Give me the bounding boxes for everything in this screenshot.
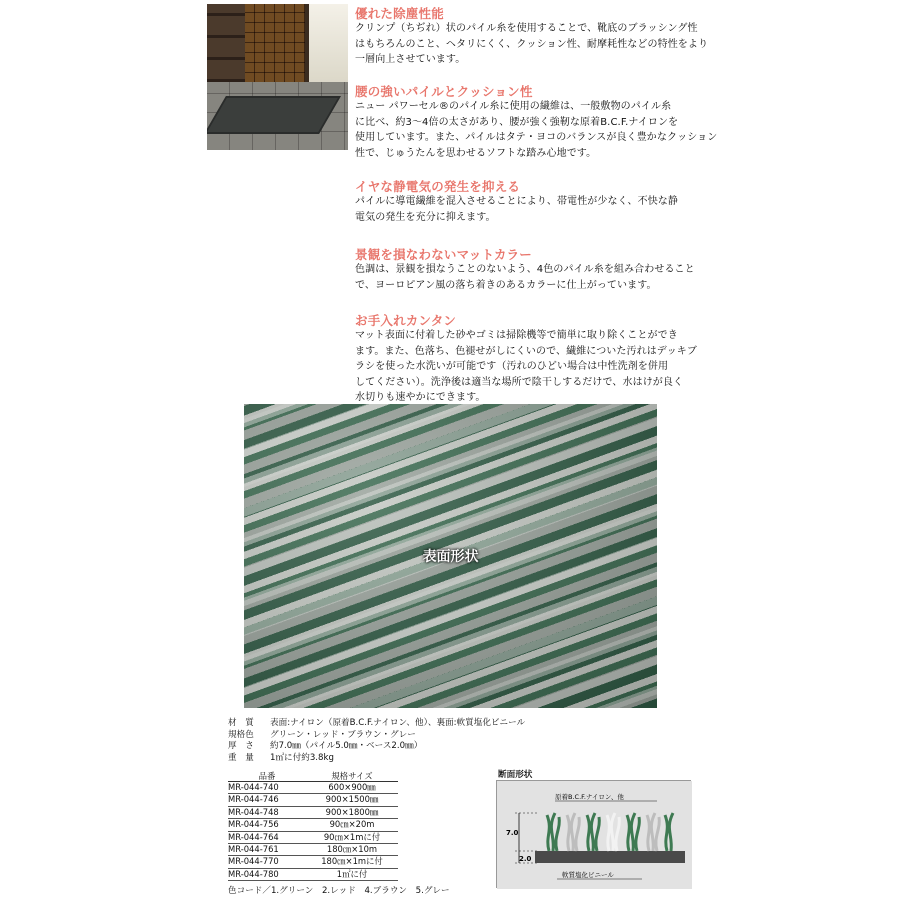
table-row	[228, 782, 398, 794]
section-title: 断面形状	[498, 770, 533, 780]
feature-line: マット表面に付着した砂やゴミは掃除機等で簡単に取り除くことができ	[355, 330, 678, 341]
product-size: 90㎝×20m	[306, 819, 398, 831]
vinyl-base-shape	[535, 851, 685, 863]
product-table	[228, 771, 398, 881]
product-code: MR-044-740	[228, 782, 306, 794]
nylon-label: 原着B.C.F.ナイロン、他	[555, 793, 624, 801]
surface-texture-photo	[244, 404, 657, 708]
product-code: MR-044-770	[228, 856, 306, 868]
feature-maintenance	[355, 313, 895, 406]
column-header-code: 品番	[228, 771, 306, 782]
product-size: 90㎝×1mに付	[306, 831, 398, 843]
spec-value: 1㎡に付約3.8kg	[270, 752, 334, 763]
product-size: 900×1500㎜	[306, 794, 398, 806]
spec-list	[228, 718, 628, 764]
feature-line: クリンプ（ちぢれ）状のパイル糸を使用することで、靴底のブラッシング性	[355, 23, 698, 34]
feature-title: 景観を損なわないマットカラー	[355, 247, 532, 262]
spec-key: 材 質	[228, 718, 254, 728]
table-header-row	[228, 771, 398, 782]
feature-line: パイルに導電繊維を混入させることにより、帯電性が少なく、不快な静	[355, 196, 678, 207]
product-code: MR-044-761	[228, 844, 306, 856]
cross-section-svg	[497, 781, 692, 889]
feature-line: ラシを使った水洗いが可能です（汚れのひどい場合は中性洗剤を併用	[355, 361, 669, 372]
spec-key: 厚 さ	[228, 741, 254, 751]
product-code: MR-044-748	[228, 806, 306, 818]
feature-line: ニュー パワーセル®のパイル糸に使用の繊維は、一般敷物のパイル糸	[355, 101, 672, 112]
spec-value: グリーン・レッド・ブラウン・グレー	[270, 729, 416, 740]
product-size: 180㎝×1mに付	[306, 856, 398, 868]
table-row	[228, 844, 398, 856]
product-code: MR-044-746	[228, 794, 306, 806]
spec-material	[228, 718, 628, 730]
spec-key: 規格色	[228, 729, 254, 740]
cross-section-diagram	[496, 780, 691, 888]
feature-line: 使用しています。また、パイルはタテ・ヨコのバランスが良く豊かなクッション	[355, 132, 718, 143]
product-code: MR-044-764	[228, 831, 306, 843]
feature-title: 腰の強いパイルとクッション性	[355, 84, 533, 99]
product-code: MR-044-780	[228, 868, 306, 880]
feature-line: はもちろんのこと、ヘタリにくく、クッション性、耐摩耗性などの特性をより	[355, 38, 709, 50]
feature-color	[355, 247, 895, 293]
feature-line: 性で、じゅうたんを思わせるソフトな踏み心地です。	[355, 147, 597, 159]
table-row	[228, 856, 398, 868]
product-size: 900×1800㎜	[306, 806, 398, 818]
feature-title: イヤな静電気の発生を抑える	[355, 179, 521, 194]
product-size: 1㎡に付	[306, 868, 398, 880]
feature-line: で、ヨーロピアン風の落ち着きのあるカラーに仕上がっています。	[355, 279, 657, 291]
feature-line: 電気の発生を充分に抑えます。	[355, 211, 496, 223]
table-row	[228, 806, 398, 818]
entrance-photo	[207, 4, 348, 150]
product-code: MR-044-756	[228, 819, 306, 831]
entrance-mat-shape	[207, 96, 341, 134]
dimension-base-label: 2.0	[519, 855, 532, 863]
feature-cushion	[355, 84, 895, 161]
feature-line: 色調は、景観を損なうことのないよう、4色のパイル糸を組み合わせること	[355, 264, 695, 275]
spec-weight	[228, 753, 628, 765]
feature-line: に比べ、約3〜4倍の太さがあり、腰が強く強靭な原着B.C.F.ナイロンを	[355, 116, 679, 128]
table-row	[228, 794, 398, 806]
feature-line: してください）。洗浄後は適当な場所で陰干しするだけで、水はけが良く	[355, 376, 684, 388]
table-row	[228, 831, 398, 843]
texture-label: 表面形状	[422, 549, 479, 565]
spec-key: 重 量	[228, 752, 254, 763]
table-row	[228, 868, 398, 880]
feature-line: 一層向上させています。	[355, 54, 466, 65]
feature-title: お手入れカンタン	[355, 313, 457, 328]
window-shape	[305, 4, 348, 94]
spec-value: 約7.0㎜（パイル5.0㎜・ベース2.0㎜）	[270, 741, 423, 751]
dimension-total-label: 7.0	[506, 829, 519, 837]
feature-dust-removal	[355, 6, 895, 68]
feature-static	[355, 179, 895, 225]
feature-line: 水切りも速やかにできます。	[355, 392, 486, 403]
table-row	[228, 819, 398, 831]
feature-line: ます。また、色落ち、色褪せがしにくいので、繊維についた汚れはデッキブ	[355, 345, 697, 357]
color-codes: 色コード／1.グリーン 2.レッド 4.ブラウン 5.グレー	[228, 886, 450, 896]
column-header-size: 規格サイズ	[306, 771, 398, 782]
vinyl-label: 軟質塩化ビニール	[562, 871, 614, 879]
spec-value: 表面:ナイロン（原着B.C.F.ナイロン、他）、裏面:軟質塩化ビニール	[270, 718, 526, 728]
spec-colors	[228, 730, 628, 742]
spec-thickness	[228, 741, 628, 753]
product-size: 600×900㎜	[306, 782, 398, 794]
product-size: 180㎝×10m	[306, 844, 398, 856]
feature-title: 優れた除塵性能	[355, 6, 444, 21]
shoe-cabinet-shape	[245, 4, 305, 82]
